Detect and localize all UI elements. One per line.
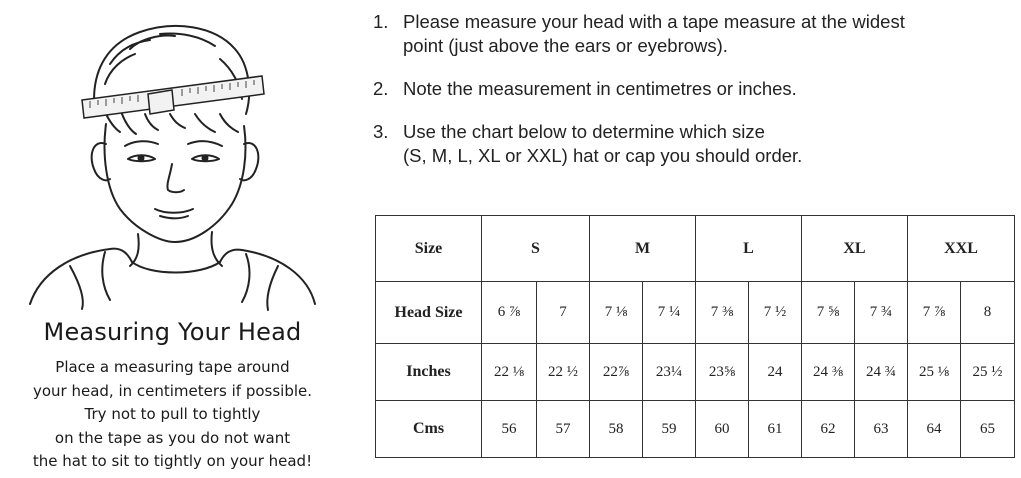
step-number: 1. bbox=[373, 11, 389, 32]
table-cell: 7 bbox=[537, 282, 590, 344]
table-cell: 57 bbox=[537, 401, 590, 458]
step-line: (S, M, L, XL or XXL) hat or cap you should order. bbox=[403, 145, 803, 166]
table-row-label: Cms bbox=[376, 401, 482, 458]
table-cell: 24 ¾ bbox=[855, 344, 908, 401]
table-cell: 6 ⅞ bbox=[482, 282, 537, 344]
table-cell: 7 ⅞ bbox=[908, 282, 961, 344]
table-header-row bbox=[376, 216, 1015, 282]
table-row bbox=[376, 344, 1015, 401]
caption-text bbox=[0, 356, 345, 474]
size-header: M bbox=[590, 216, 696, 282]
table-cell: 65 bbox=[961, 401, 1015, 458]
caption-title: Measuring Your Head bbox=[43, 318, 302, 346]
table-cell: 25 ½ bbox=[961, 344, 1015, 401]
table-row bbox=[376, 282, 1015, 344]
table-cell: 7 ½ bbox=[749, 282, 802, 344]
instruction-step bbox=[373, 77, 1013, 101]
step-number: 3. bbox=[373, 121, 389, 142]
caption-line: the hat to sit to tightly on your head! bbox=[32, 452, 313, 470]
caption-line: on the tape as you do not want bbox=[54, 428, 291, 447]
table-cell: 64 bbox=[908, 401, 961, 458]
table-cell: 22 ½ bbox=[537, 344, 590, 401]
step-text bbox=[403, 120, 802, 168]
caption-line: Place a measuring tape around bbox=[55, 358, 290, 376]
instructions-list bbox=[373, 10, 1013, 187]
table-cell: 24 ⅜ bbox=[802, 344, 855, 401]
size-header: XL bbox=[802, 216, 908, 282]
step-line: Please measure your head with a tape measure at the widest bbox=[403, 11, 905, 32]
table-cell: 7 ¼ bbox=[643, 282, 696, 344]
table-cell: 8 bbox=[961, 282, 1015, 344]
table-cell: 7 ⅛ bbox=[590, 282, 643, 344]
caption-line: your head, in centimeters if possible. bbox=[32, 381, 313, 400]
step-number: 2. bbox=[373, 78, 389, 99]
caption-line: Try not to pull to tightly bbox=[84, 405, 261, 423]
size-header: XXL bbox=[908, 216, 1015, 282]
table-cell: 7 ⅜ bbox=[696, 282, 749, 344]
size-header: S bbox=[482, 216, 590, 282]
table-cell: 61 bbox=[749, 401, 802, 458]
boy-measuring-head-illustration bbox=[10, 4, 330, 314]
measuring-guide-panel bbox=[0, 0, 345, 478]
table-cell: 62 bbox=[802, 401, 855, 458]
table-row-label: Size bbox=[376, 216, 482, 282]
table-cell: 7 ⅝ bbox=[802, 282, 855, 344]
hat-size-table bbox=[375, 215, 1015, 458]
instruction-step bbox=[373, 10, 1013, 58]
table-row-label: Head Size bbox=[376, 282, 482, 344]
table-cell: 22⅞ bbox=[590, 344, 643, 401]
step-line: Note the measurement in centimetres or inches. bbox=[403, 78, 797, 99]
step-line: point (just above the ears or eyebrows). bbox=[403, 35, 728, 56]
table-cell: 22 ⅛ bbox=[482, 344, 537, 401]
step-text bbox=[403, 77, 797, 101]
table-cell: 58 bbox=[590, 401, 643, 458]
step-text bbox=[403, 10, 905, 58]
table-cell: 25 ⅛ bbox=[908, 344, 961, 401]
table-row-label: Inches bbox=[376, 344, 482, 401]
measuring-tape-icon bbox=[82, 76, 264, 118]
table-cell: 23¼ bbox=[643, 344, 696, 401]
table-row bbox=[376, 401, 1015, 458]
table-cell: 59 bbox=[643, 401, 696, 458]
table-cell: 63 bbox=[855, 401, 908, 458]
table-cell: 60 bbox=[696, 401, 749, 458]
table-cell: 7 ¾ bbox=[855, 282, 908, 344]
table-cell: 23⅝ bbox=[696, 344, 749, 401]
step-line: Use the chart below to determine which size bbox=[403, 121, 765, 142]
table-cell: 24 bbox=[749, 344, 802, 401]
size-header: L bbox=[696, 216, 802, 282]
table-cell: 56 bbox=[482, 401, 537, 458]
instruction-step bbox=[373, 120, 1013, 168]
